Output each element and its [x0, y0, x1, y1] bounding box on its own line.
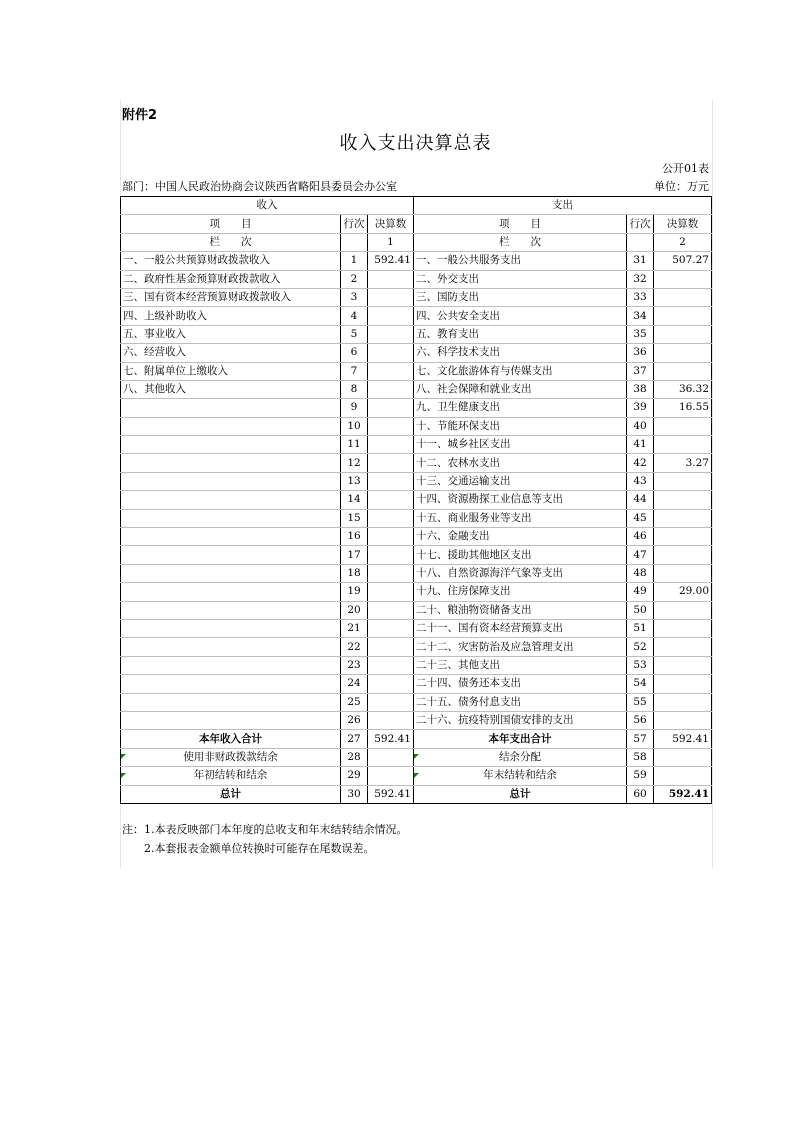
income-amount-cell: [368, 380, 414, 398]
expense-amount-cell: [654, 638, 712, 656]
expense-summary-amount: 592.41: [654, 730, 712, 748]
expense-item-cell: 十七、援助其他地区支出: [414, 546, 627, 564]
table-row: [121, 344, 712, 362]
income-amount-cell: [368, 619, 414, 637]
expense-item-cell: 十九、住房保障支出: [414, 583, 627, 601]
expense-amount-cell: [654, 601, 712, 619]
expense-amount-cell: [654, 491, 712, 509]
summary-row: [121, 730, 712, 748]
expense-item-cell: 一、一般公共服务支出: [414, 252, 627, 270]
table-row: [121, 454, 712, 472]
table-row: [121, 270, 712, 288]
table-row: [121, 619, 712, 637]
income-amount-cell: [368, 472, 414, 490]
income-amount-cell: [368, 509, 414, 527]
expense-rowno-cell: 35: [627, 325, 654, 343]
table-row: [121, 288, 712, 306]
expense-amount-cell: [654, 675, 712, 693]
income-rowno-cell: 7: [341, 362, 368, 380]
expense-summary-label: 年末结转和结余: [414, 767, 627, 785]
income-amount-cell: [368, 288, 414, 306]
expense-summary-rowno: 58: [627, 748, 654, 766]
income-column-blank: [341, 233, 368, 251]
expense-item-cell: 二、外交支出: [414, 270, 627, 288]
income-amount-cell: [368, 638, 414, 656]
income-rowno-cell: 4: [341, 307, 368, 325]
expense-rowno-cell: 51: [627, 619, 654, 637]
expense-rowno-cell: 43: [627, 472, 654, 490]
income-item-cell: [121, 472, 341, 490]
income-amount-cell: [368, 528, 414, 546]
expense-summary-rowno: 60: [627, 785, 654, 803]
income-amount-cell: [368, 564, 414, 582]
expense-column-label: 栏 次: [414, 233, 627, 251]
table-row: [121, 399, 712, 417]
income-amount-cell: [368, 693, 414, 711]
expense-item-cell: 三、国防支出: [414, 288, 627, 306]
income-item-cell: [121, 454, 341, 472]
income-rowno-cell: 9: [341, 399, 368, 417]
expense-rowno-cell: 41: [627, 436, 654, 454]
income-rowno-cell: 24: [341, 675, 368, 693]
expense-item-cell: 十一、城乡社区支出: [414, 436, 627, 454]
income-summary-label: 总计: [121, 785, 341, 803]
expense-summary-label: 本年支出合计: [414, 730, 627, 748]
note-2: 2.本套报表金额单位转换时可能存在尾数误差。: [144, 842, 375, 855]
expense-item-cell: 十三、交通运输支出: [414, 472, 627, 490]
income-item-cell: 三、国有资本经营预算财政拨款收入: [121, 288, 341, 306]
header-row-column-index: [121, 233, 712, 251]
expense-item-cell: 十、节能环保支出: [414, 417, 627, 435]
table-row: [121, 252, 712, 270]
summary-table: [120, 196, 712, 804]
expense-rowno-cell: 45: [627, 509, 654, 527]
income-rowno-cell: 25: [341, 693, 368, 711]
income-rowno-cell: 3: [341, 288, 368, 306]
income-rowno-cell: 11: [341, 436, 368, 454]
expense-amount-cell: 36.32: [654, 380, 712, 398]
expense-rowno-cell: 50: [627, 601, 654, 619]
expense-amount-cell: [654, 307, 712, 325]
expense-rowno-cell: 31: [627, 252, 654, 270]
income-summary-amount: 592.41: [368, 730, 414, 748]
expense-amount-cell: [654, 325, 712, 343]
department-label: 部门：中国人民政治协商会议陕西省略阳县委员会办公室: [122, 180, 397, 193]
income-item-cell: 一、一般公共预算财政拨款收入: [121, 252, 341, 270]
income-rowno-cell: 18: [341, 564, 368, 582]
expense-item-cell: 八、社会保障和就业支出: [414, 380, 627, 398]
page-title: 收入支出决算总表: [339, 133, 492, 154]
expense-item-cell: 四、公共安全支出: [414, 307, 627, 325]
income-item-cell: [121, 619, 341, 637]
income-amount-cell: [368, 270, 414, 288]
table-row: [121, 675, 712, 693]
expense-rowno-cell: 34: [627, 307, 654, 325]
income-rowno-header: 行次: [341, 215, 368, 233]
table-row: [121, 528, 712, 546]
expense-item-cell: 十八、自然资源海洋气象等支出: [414, 564, 627, 582]
income-rowno-cell: 21: [341, 619, 368, 637]
income-rowno-cell: 19: [341, 583, 368, 601]
income-summary-rowno: 29: [341, 767, 368, 785]
expense-rowno-cell: 37: [627, 362, 654, 380]
expense-rowno-header: 行次: [627, 215, 654, 233]
income-item-cell: [121, 528, 341, 546]
income-amount-cell: [368, 675, 414, 693]
expense-item-cell: 二十五、债务付息支出: [414, 693, 627, 711]
expense-amount-cell: [654, 288, 712, 306]
table-row: [121, 380, 712, 398]
expense-amount-cell: 507.27: [654, 252, 712, 270]
income-item-cell: [121, 564, 341, 582]
table-row: [121, 417, 712, 435]
expense-rowno-cell: 38: [627, 380, 654, 398]
cell-marker-icon: [414, 773, 419, 778]
table-row: [121, 638, 712, 656]
summary-row: [121, 785, 712, 803]
expense-rowno-cell: 32: [627, 270, 654, 288]
table-row: [121, 362, 712, 380]
income-rowno-cell: 16: [341, 528, 368, 546]
expense-column-number: 2: [654, 233, 712, 251]
income-rowno-cell: 22: [341, 638, 368, 656]
expense-rowno-cell: 52: [627, 638, 654, 656]
income-item-cell: [121, 656, 341, 674]
expense-summary-rowno: 59: [627, 767, 654, 785]
table-row: [121, 564, 712, 582]
expense-amount-cell: [654, 711, 712, 729]
expense-summary-amount: [654, 767, 712, 785]
income-item-cell: 二、政府性基金预算财政拨款收入: [121, 270, 341, 288]
table-row: [121, 601, 712, 619]
note-1: 注：1.本表反映部门本年度的总收支和年末结转结余情况。: [122, 823, 408, 836]
table-row: [121, 491, 712, 509]
table-row: [121, 472, 712, 490]
income-item-cell: [121, 436, 341, 454]
income-amount-cell: [368, 546, 414, 564]
expense-amount-cell: [654, 509, 712, 527]
notes: [122, 820, 408, 858]
expense-item-cell: 二十一、国有资本经营预算支出: [414, 619, 627, 637]
expense-item-cell: 二十六、抗疫特别国债安排的支出: [414, 711, 627, 729]
income-rowno-cell: 17: [341, 546, 368, 564]
expense-item-cell: 二十三、其他支出: [414, 656, 627, 674]
attachment-label: 附件2: [122, 108, 158, 123]
expense-rowno-cell: 49: [627, 583, 654, 601]
income-rowno-cell: 26: [341, 711, 368, 729]
expense-rowno-cell: 54: [627, 675, 654, 693]
expense-item-cell: 十六、金融支出: [414, 528, 627, 546]
income-item-header: 项 目: [121, 215, 341, 233]
income-item-cell: 八、其他收入: [121, 380, 341, 398]
income-rowno-cell: 15: [341, 509, 368, 527]
income-summary-amount: [368, 748, 414, 766]
income-amount-cell: [368, 307, 414, 325]
income-amount-cell: [368, 344, 414, 362]
income-item-cell: [121, 491, 341, 509]
expense-amount-cell: [654, 619, 712, 637]
expense-header: 支出: [414, 197, 712, 215]
income-summary-rowno: 28: [341, 748, 368, 766]
income-summary-rowno: 30: [341, 785, 368, 803]
expense-item-cell: 二十、粮油物资储备支出: [414, 601, 627, 619]
income-item-cell: 四、上级补助收入: [121, 307, 341, 325]
income-summary-rowno: 27: [341, 730, 368, 748]
expense-summary-amount: 592.41: [654, 785, 712, 803]
expense-rowno-cell: 47: [627, 546, 654, 564]
income-rowno-cell: 1: [341, 252, 368, 270]
expense-summary-amount: [654, 748, 712, 766]
expense-amount-cell: [654, 693, 712, 711]
income-item-cell: 六、经营收入: [121, 344, 341, 362]
income-amount-cell: [368, 491, 414, 509]
cell-marker-icon: [121, 754, 126, 759]
income-summary-label: 使用非财政拨款结余: [121, 748, 341, 766]
expense-rowno-cell: 42: [627, 454, 654, 472]
income-rowno-cell: 14: [341, 491, 368, 509]
expense-amount-header: 决算数: [654, 215, 712, 233]
income-item-cell: 五、事业收入: [121, 325, 341, 343]
income-item-cell: [121, 675, 341, 693]
table-row: [121, 436, 712, 454]
income-rowno-cell: 12: [341, 454, 368, 472]
table-row: [121, 325, 712, 343]
expense-item-cell: 七、文化旅游体育与传媒支出: [414, 362, 627, 380]
expense-rowno-cell: 39: [627, 399, 654, 417]
income-item-cell: [121, 546, 341, 564]
table-row: [121, 711, 712, 729]
expense-summary-rowno: 57: [627, 730, 654, 748]
expense-summary-label: 总计: [414, 785, 627, 803]
expense-rowno-cell: 44: [627, 491, 654, 509]
expense-amount-cell: 29.00: [654, 583, 712, 601]
table-row: [121, 546, 712, 564]
income-amount-cell: [368, 601, 414, 619]
unit-label: 单位：万元: [654, 180, 709, 193]
income-amount-cell: [368, 436, 414, 454]
expense-amount-cell: 16.55: [654, 399, 712, 417]
income-rowno-cell: 8: [341, 380, 368, 398]
income-rowno-cell: 6: [341, 344, 368, 362]
cell-marker-icon: [414, 754, 419, 759]
table-row: [121, 656, 712, 674]
table-row: [121, 509, 712, 527]
income-header: 收入: [121, 197, 414, 215]
expense-item-cell: 九、卫生健康支出: [414, 399, 627, 417]
income-item-cell: [121, 417, 341, 435]
form-code: 公开01表: [662, 162, 709, 175]
expense-rowno-cell: 56: [627, 711, 654, 729]
income-rowno-cell: 10: [341, 417, 368, 435]
income-summary-amount: 592.41: [368, 785, 414, 803]
expense-rowno-cell: 48: [627, 564, 654, 582]
expense-amount-cell: [654, 344, 712, 362]
income-amount-cell: [368, 417, 414, 435]
income-item-cell: [121, 638, 341, 656]
income-amount-cell: [368, 325, 414, 343]
income-rowno-cell: 23: [341, 656, 368, 674]
expense-amount-cell: [654, 656, 712, 674]
income-rowno-cell: 20: [341, 601, 368, 619]
expense-rowno-cell: 55: [627, 693, 654, 711]
expense-rowno-cell: 53: [627, 656, 654, 674]
income-item-cell: 七、附属单位上缴收入: [121, 362, 341, 380]
table-row: [121, 583, 712, 601]
expense-amount-cell: [654, 528, 712, 546]
expense-rowno-cell: 33: [627, 288, 654, 306]
income-item-cell: [121, 711, 341, 729]
expense-rowno-cell: 40: [627, 417, 654, 435]
income-summary-label: 本年收入合计: [121, 730, 341, 748]
expense-amount-cell: [654, 417, 712, 435]
income-item-cell: [121, 399, 341, 417]
income-rowno-cell: 13: [341, 472, 368, 490]
expense-item-cell: 十二、农林水支出: [414, 454, 627, 472]
income-rowno-cell: 2: [341, 270, 368, 288]
expense-rowno-cell: 36: [627, 344, 654, 362]
income-item-cell: [121, 693, 341, 711]
expense-amount-cell: [654, 472, 712, 490]
cell-marker-icon: [121, 773, 126, 778]
header-row-columns: [121, 215, 712, 233]
income-amount-cell: [368, 656, 414, 674]
income-amount-header: 决算数: [368, 215, 414, 233]
income-item-cell: [121, 601, 341, 619]
table-row: [121, 307, 712, 325]
income-summary-amount: [368, 767, 414, 785]
income-item-cell: [121, 509, 341, 527]
expense-item-cell: 二十二、灾害防治及应急管理支出: [414, 638, 627, 656]
expense-amount-cell: [654, 546, 712, 564]
expense-item-header: 项 目: [414, 215, 627, 233]
income-amount-cell: [368, 583, 414, 601]
income-amount-cell: [368, 362, 414, 380]
expense-item-cell: 二十四、债务还本支出: [414, 675, 627, 693]
income-item-cell: [121, 583, 341, 601]
income-amount-cell: [368, 399, 414, 417]
expense-amount-cell: [654, 564, 712, 582]
expense-amount-cell: 3.27: [654, 454, 712, 472]
table-row: [121, 693, 712, 711]
income-column-number: 1: [368, 233, 414, 251]
header-row-sections: [121, 197, 712, 215]
income-amount-cell: [368, 454, 414, 472]
income-column-label: 栏 次: [121, 233, 341, 251]
expense-amount-cell: [654, 436, 712, 454]
expense-column-blank: [627, 233, 654, 251]
expense-item-cell: 十四、资源勘探工业信息等支出: [414, 491, 627, 509]
income-amount-cell: 592.41: [368, 252, 414, 270]
expense-amount-cell: [654, 270, 712, 288]
income-amount-cell: [368, 711, 414, 729]
expense-item-cell: 十五、商业服务业等支出: [414, 509, 627, 527]
expense-amount-cell: [654, 362, 712, 380]
income-rowno-cell: 5: [341, 325, 368, 343]
income-summary-label: 年初结转和结余: [121, 767, 341, 785]
expense-summary-label: 结余分配: [414, 748, 627, 766]
expense-item-cell: 五、教育支出: [414, 325, 627, 343]
expense-rowno-cell: 46: [627, 528, 654, 546]
expense-item-cell: 六、科学技术支出: [414, 344, 627, 362]
